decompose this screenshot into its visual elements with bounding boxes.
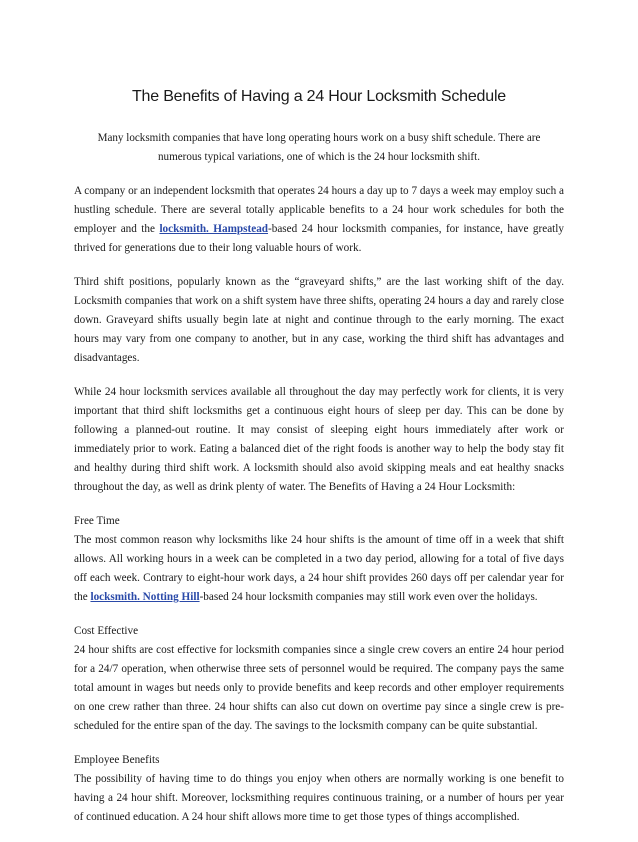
hampstead-link[interactable]: locksmith. Hampstead: [159, 223, 269, 235]
section-cost-effective: [74, 622, 564, 736]
paragraph-company-schedule: [74, 182, 564, 258]
paragraph-text: A company or an independent locksmith that operates 24 hours a day up to 7 days a week may employ such a hustling schedule. There are several totally applicable benefits to a 24 hour work schedules for both the employer and the: [74, 185, 564, 235]
section-employee-benefits: [74, 751, 564, 827]
section-body: The possibility of having time to do things you enjoy when others are normally working is one benefit to having a 24 hour shift. Moreover, locksmithing requires continuous training, or a number of hours per year of continued education. A 24 hour shift allows more time to get those types of things accomplished.: [74, 773, 564, 823]
section-heading: Employee Benefits: [74, 754, 160, 766]
section-free-time: [74, 512, 564, 607]
document-title: The Benefits of Having a 24 Hour Locksmith Schedule: [131, 88, 506, 105]
section-body: [74, 531, 564, 607]
section-text: The most common reason why locksmiths like 24 hour shifts is the amount of time off in a week that shift allows. All working hours in a week can be completed in a two day period, allowing for a total of five days off each week. Contrary to eight-hour work days, a 24 hour shift provides 260 days off per calendar year for the: [74, 534, 564, 603]
paragraph-third-shift: Third shift positions, popularly known as the “graveyard shifts,” are the last working shift of the day. Locksmith companies that work on a shift system have three shifts, operating 24 hours a day and rarely close down. Graveyard shifts usually begin late at night and continue through to the early morning. The exact hours may vary from one company to another, but in any case, working the third shift has advantages and disadvantages.: [74, 276, 564, 364]
section-heading: Free Time: [74, 515, 120, 527]
document-body: [74, 129, 564, 842]
section-heading: Cost Effective: [74, 625, 139, 637]
intro-paragraph: Many locksmith companies that have long operating hours work on a busy shift schedule. There are numerous typical variations, one of which is the 24 hour locksmith shift.: [97, 132, 541, 163]
paragraph-sleep-routine: While 24 hour locksmith services available all throughout the day may perfectly work for clients, it is very important that third shift locksmiths get a continuous eight hours of sleep per day. This can be done by following a planned-out routine. It may consist of sleeping eight hours immediately after work or immediately prior to work. Eating a balanced diet of the right foods is another way to help the body stay fit and healthy during third shift work. A locksmith should also avoid skipping meals and eat healthy snacks throughout the day, as well as drink plenty of water. The Benefits of Having a 24 Hour Locksmith:: [74, 386, 564, 493]
notting-hill-link[interactable]: locksmith. Notting Hill: [90, 591, 200, 603]
paragraph-text: -based 24 hour locksmith companies, for instance, have greatly thrived for generations due to their long valuable hours of work.: [74, 223, 564, 254]
section-body: 24 hour shifts are cost effective for locksmith companies since a single crew covers an entire 24 hour period for a 24/7 operation, when otherwise three sets of personnel would be required. The company pays the same total amount in wages but needs only to provide benefits and keep records and other employer requirements on one crew rather than three. 24 hour shifts can also cut down on overtime pay since a single crew is pre-scheduled for the entire span of the day. The savings to the locksmith company can be quite substantial.: [74, 644, 564, 732]
section-text: -based 24 hour locksmith companies may still work even over the holidays.: [199, 591, 538, 603]
